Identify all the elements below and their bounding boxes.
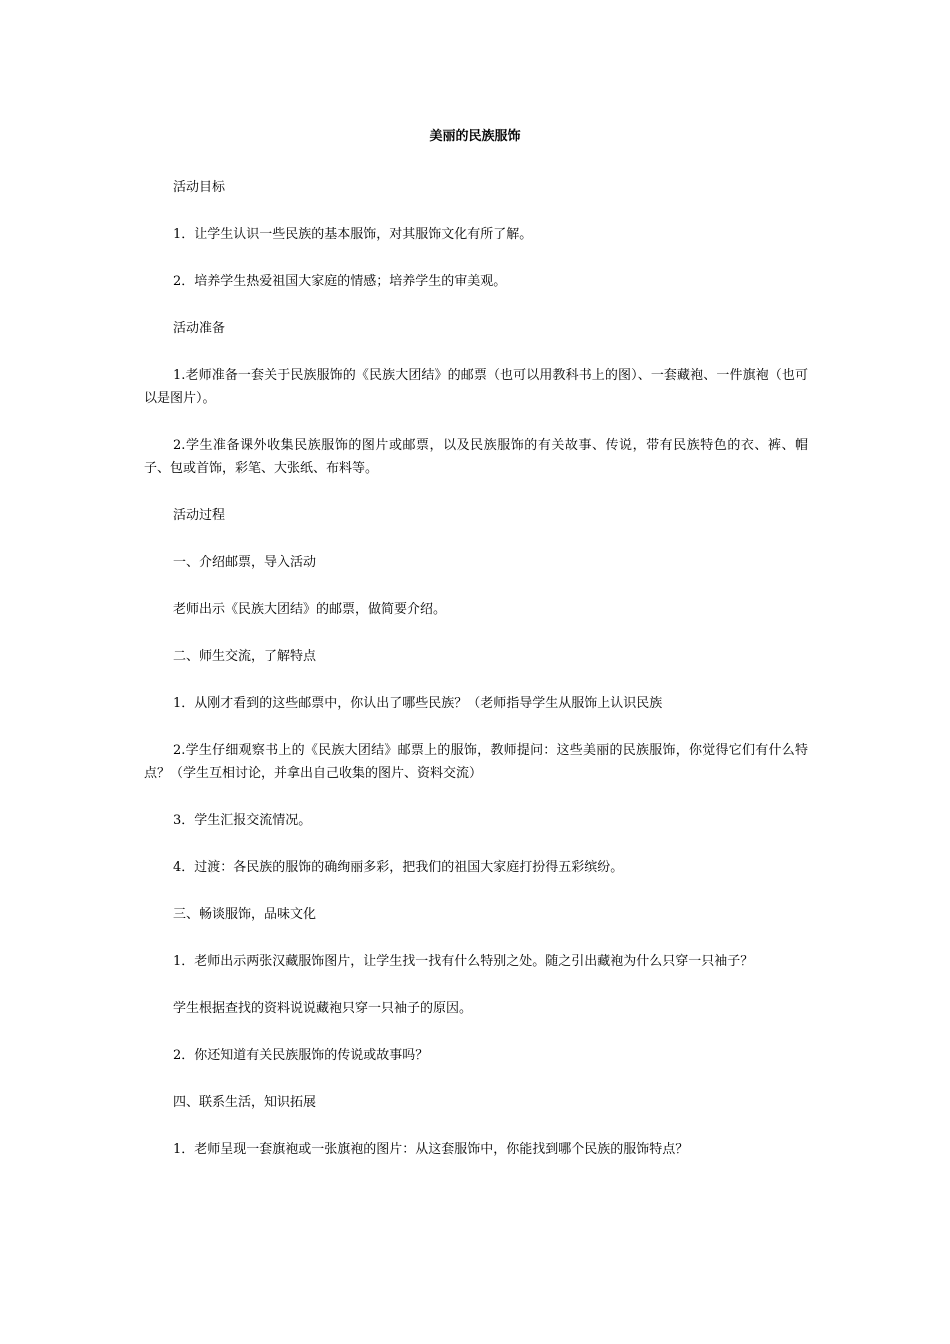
process-step-2-item-2: 2.学生仔细观察书上的《民族大团结》邮票上的服饰，教师提问：这些美丽的民族服饰，你觉得它们有什么特点？（学生互相讨论，并拿出自己收集的图片、资料交流）	[144, 743, 808, 781]
goal-item-1: 1．让学生认识一些民族的基本服饰，对其服饰文化有所了解。	[173, 227, 533, 242]
process-step-3-heading: 三、畅谈服饰，品味文化	[173, 907, 317, 922]
process-step-2-item-4: 4．过渡：各民族的服饰的确绚丽多彩，把我们的祖国大家庭打扮得五彩缤纷。	[173, 860, 624, 875]
process-step-4-heading: 四、联系生活，知识拓展	[173, 1095, 317, 1110]
process-step-3-text: 学生根据查找的资料说说藏袍只穿一只袖子的原因。	[173, 1001, 473, 1016]
goal-item-2: 2．培养学生热爱祖国大家庭的情感；培养学生的审美观。	[173, 274, 507, 289]
section-heading-process: 活动过程	[173, 508, 226, 523]
preparation-item-1: 1.老师准备一套关于民族服饰的《民族大团结》的邮票（也可以用教科书上的图）、一套藏袍、一件旗袍（也可以是图片）。	[144, 368, 808, 406]
process-step-2-heading: 二、师生交流，了解特点	[173, 649, 317, 664]
process-step-3-item-1: 1．老师出示两张汉藏服饰图片，让学生找一找有什么特别之处。随之引出藏袍为什么只穿一只袖子？	[173, 954, 754, 969]
document-body	[144, 176, 808, 1185]
document-title: 美丽的民族服饰	[429, 129, 521, 144]
preparation-item-2: 2.学生准备课外收集民族服饰的图片或邮票，以及民族服饰的有关故事、传说，带有民族特色的衣、裤、帽子、包或首饰，彩笔、大张纸、布料等。	[144, 438, 808, 476]
process-step-4-item-1: 1．老师呈现一套旗袍或一张旗袍的图片：从这套服饰中，你能找到哪个民族的服饰特点？	[173, 1142, 689, 1157]
section-heading-goals: 活动目标	[173, 180, 226, 195]
process-step-1-heading: 一、介绍邮票，导入活动	[173, 555, 317, 570]
process-step-3-item-2: 2．你还知道有关民族服饰的传说或故事吗？	[173, 1048, 429, 1063]
process-step-1-text: 老师出示《民族大团结》的邮票，做简要介绍。	[173, 602, 447, 617]
process-step-2-item-1: 1．从刚才看到的这些邮票中，你认出了哪些民族？（老师指导学生从服饰上认识民族	[173, 696, 663, 711]
process-step-2-item-3: 3．学生汇报交流情况。	[173, 813, 312, 828]
section-heading-preparation: 活动准备	[173, 321, 226, 336]
